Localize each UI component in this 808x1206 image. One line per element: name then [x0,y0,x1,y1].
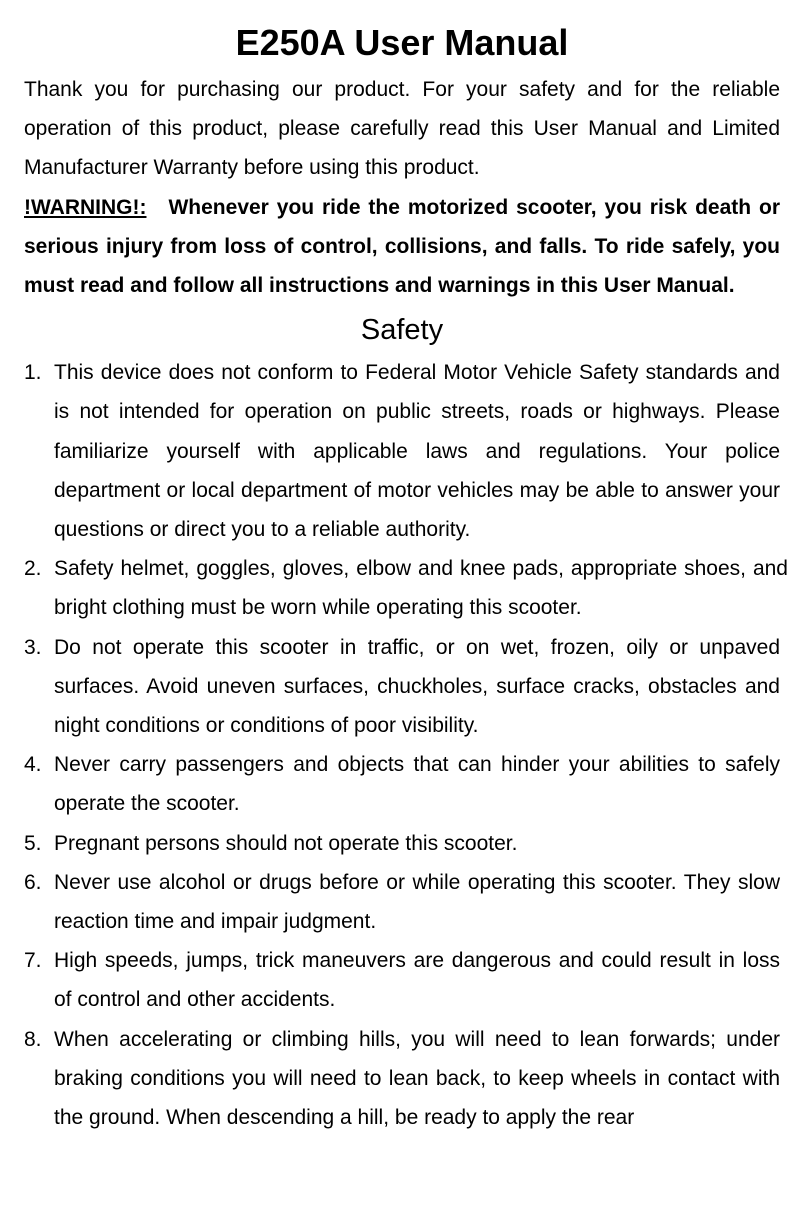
list-item [24,628,780,746]
safety-list [24,353,788,1137]
list-item-text: Safety helmet, goggles, gloves, elbow and knee pads, appropriate shoes, and bright clothing must be worn while operating this scooter. [54,557,788,620]
manual-page [24,18,788,1137]
list-item [24,549,788,627]
list-item-text: High speeds, jumps, trick maneuvers are dangerous and could result in loss of control and other accidents. [54,949,780,1012]
list-item-text: Never carry passengers and objects that can hinder your abilities to safely operate the scooter. [54,753,780,816]
document-title: E250A User Manual [235,22,569,63]
list-item [24,1020,780,1138]
list-item-text: Pregnant persons should not operate this scooter. [54,831,518,855]
list-item-number: 4. [24,753,42,777]
warning-text: Whenever you ride the motorized scooter, you risk death or serious injury from loss of control, collisions, and falls. To ride safely, you must read and follow all instructions and warnings in this User Manual. [24,195,780,298]
list-item [24,353,780,549]
list-item-number: 6. [24,870,42,894]
list-item-number: 3. [24,635,42,659]
warning-paragraph [24,188,780,306]
list-item [24,824,780,863]
warning-label: !WARNING!: [24,195,147,219]
list-item-text: Never use alcohol or drugs before or while operating this scooter. They slow reaction time and impair judgment. [54,870,780,934]
list-item [24,745,780,823]
list-item-text: Do not operate this scooter in traffic, or on wet, frozen, oily or unpaved surfaces. Avoid uneven surfaces, chuckholes, surface cracks, obstacles and night conditions or conditions of poor visibility. [54,635,780,738]
list-item-number: 7. [24,949,42,973]
list-item-number: 1. [24,361,42,385]
list-item-text: When accelerating or climbing hills, you will need to lean forwards; under braking conditions you will need to lean back, to keep wheels in contact with the ground. When descending a hill, be ready to apply the rear [54,1027,780,1130]
list-item-number: 5. [24,831,42,855]
section-heading-safety: Safety [360,314,444,347]
intro-paragraph: Thank you for purchasing our product. For your safety and for the reliable operation of this product, please carefully read this User Manual and Limited Manufacturer Warranty before using this product. [24,78,780,180]
list-item-number: 2. [24,557,42,581]
list-item-number: 8. [24,1027,42,1051]
list-item [24,941,780,1019]
list-item [24,863,780,941]
list-item-text: This device does not conform to Federal Motor Vehicle Safety standards and is not intended for operation on public streets, roads or highways. Please familiarize yourself with applicable laws and regulations. Your police department or local department of motor vehicles may be able to answer your questions or direct you to a reliable authority. [54,361,780,542]
